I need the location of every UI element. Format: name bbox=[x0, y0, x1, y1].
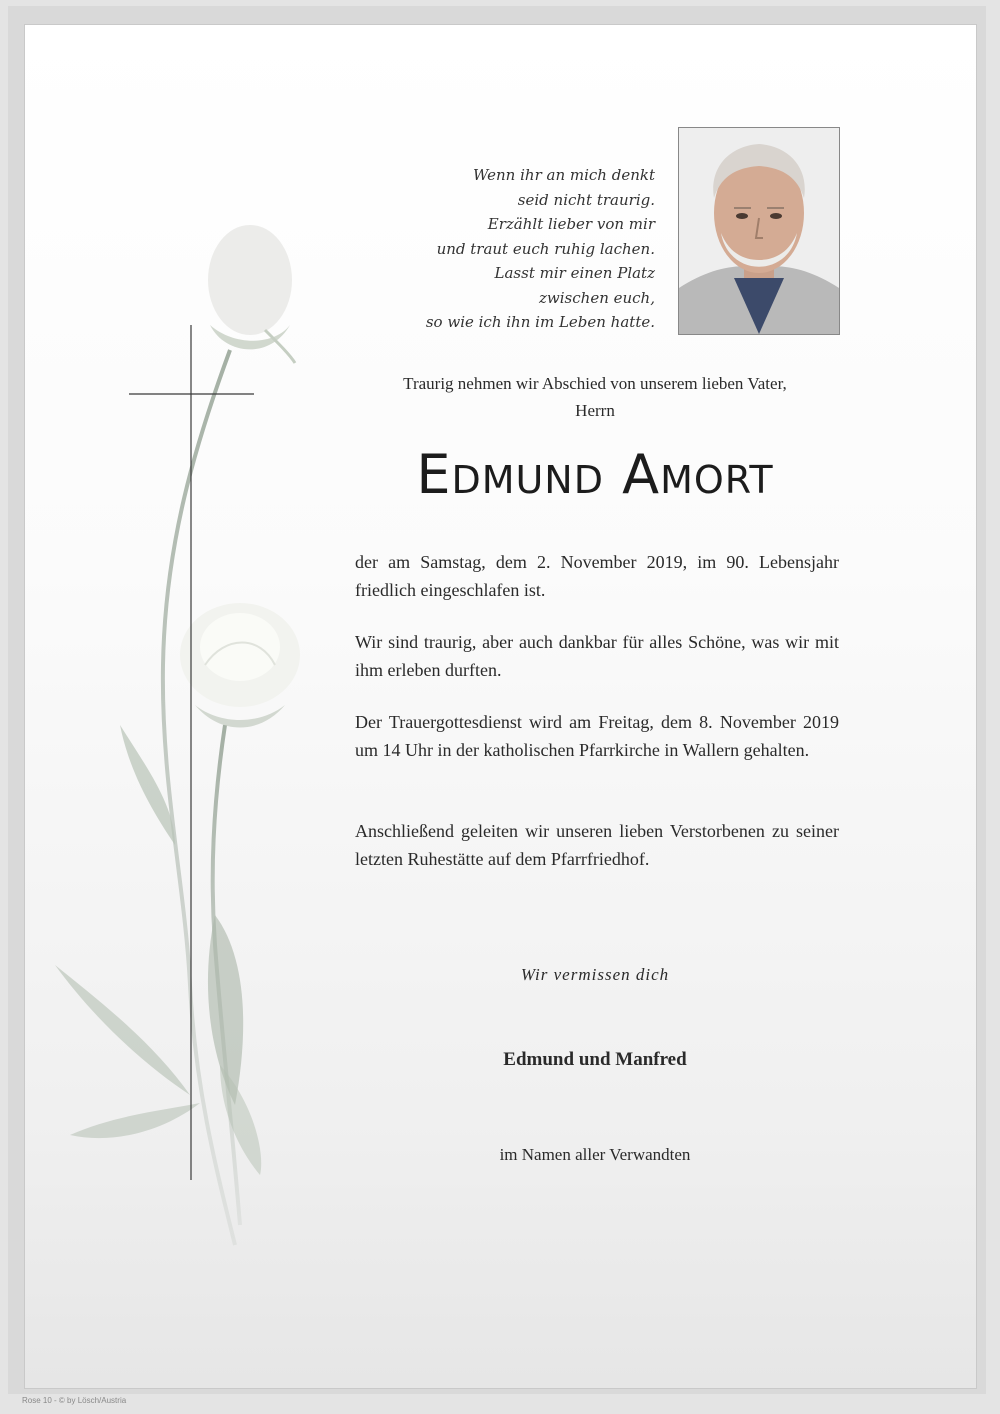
relatives-line: im Namen aller Verwandten bbox=[499, 1145, 691, 1164]
poem-line: seid nicht traurig. bbox=[517, 190, 655, 209]
intro-text bbox=[335, 370, 855, 424]
poem-line: Lasst mir einen Platz bbox=[494, 264, 655, 282]
copyright-footer: Rose 10 - © by Lösch/Austria bbox=[22, 1396, 127, 1405]
leaf bbox=[55, 965, 190, 1095]
intro-salutation: Herrn bbox=[575, 401, 615, 420]
signers: Edmund und Manfred bbox=[503, 1049, 687, 1070]
miss-you-line: Wir vermissen dich bbox=[520, 965, 670, 984]
deceased-name: Edmund Amort bbox=[416, 443, 774, 506]
gratitude-paragraph: Wir sind traurig, aber auch dankbar für alles Schöne, was wir mit ihm erleben durften. bbox=[355, 632, 839, 680]
rose-bud-upper bbox=[208, 225, 292, 335]
burial-paragraph: Anschließend geleiten wir unseren lieben Verstorbenen zu seiner letzten Ruhestätte auf dem Pfarrfriedhof. bbox=[355, 821, 839, 869]
poem-line: Erzählt lieber von mir bbox=[487, 215, 655, 233]
poem-line: Wenn ihr an mich denkt bbox=[472, 166, 655, 184]
portrait-image bbox=[679, 128, 839, 334]
intro-line: Traurig nehmen wir Abschied von unserem lieben Vater, bbox=[403, 374, 787, 393]
death-notice-paragraph: der am Samstag, dem 2. November 2019, im 90. Lebensjahr friedlich eingeschlafen ist. bbox=[355, 552, 839, 600]
leaf bbox=[70, 1103, 200, 1138]
page-background bbox=[8, 6, 986, 1394]
poem-line: und traut euch ruhig lachen. bbox=[436, 239, 655, 258]
poem-line: so wie ich ihn im Leben hatte. bbox=[425, 313, 655, 331]
poem-line: zwischen euch, bbox=[539, 288, 655, 307]
service-paragraph: Der Trauergottesdienst wird am Freitag, dem 8. November 2019 um 14 Uhr in der katholischen Pfarrkirche in Wallern gehalten. bbox=[355, 712, 839, 760]
portrait-photo bbox=[678, 127, 840, 335]
leaf bbox=[220, 1065, 261, 1175]
memorial-poem bbox=[325, 163, 655, 335]
rose-illustration bbox=[25, 25, 345, 1389]
obituary-card bbox=[24, 24, 977, 1389]
